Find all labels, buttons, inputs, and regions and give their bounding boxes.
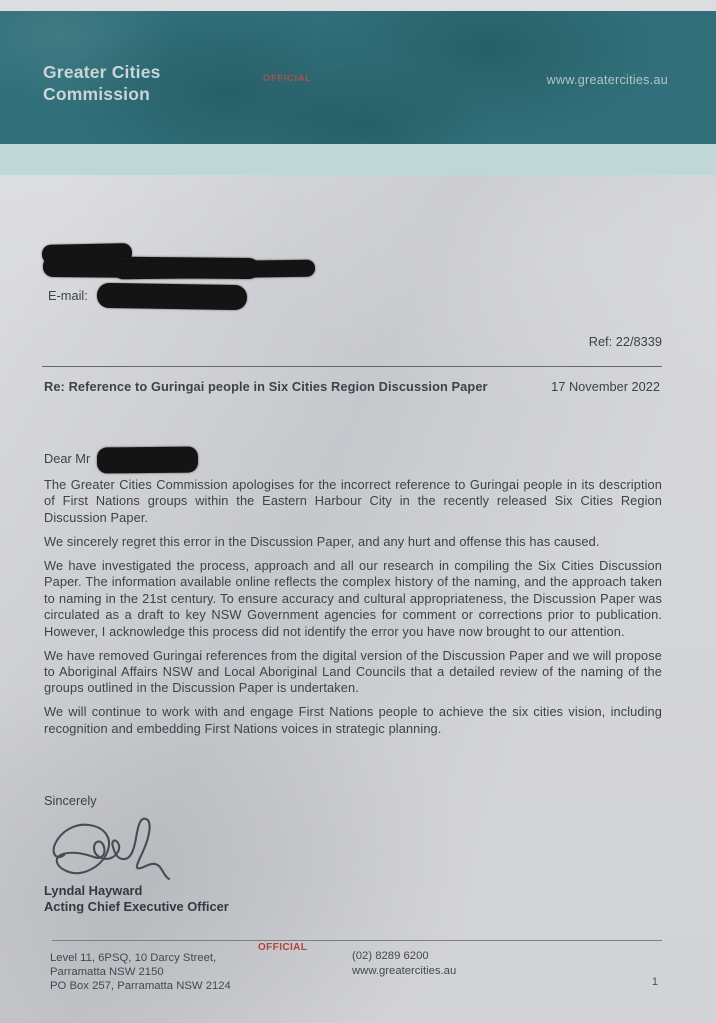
redaction-bar-recipient-3 xyxy=(115,260,315,280)
paragraph-2: We sincerely regret this error in the Discussion Paper, and any hurt and offense this has caused. xyxy=(44,533,600,549)
footer-divider-line xyxy=(52,940,662,941)
paragraph-5: We will continue to work with and engage First Nations people to achieve the six cities vision, including recognition and embedding First Nations voices in strategic planning. xyxy=(44,704,662,736)
letter-body xyxy=(44,477,662,745)
footer-classification-label: OFFICIAL xyxy=(258,942,308,953)
redaction-bar-name xyxy=(97,446,198,473)
signatory-name: Lyndal Hayward xyxy=(44,883,143,898)
signature-image xyxy=(42,814,177,886)
logo-line-2: Commission xyxy=(43,84,151,104)
logo-line-1: Greater Cities xyxy=(43,62,161,82)
email-label: E-mail: xyxy=(48,288,88,303)
paragraph-3: We have investigated the process, approach and all our research in compiling the Six Cities Discussion Paper. The information available online reflects the complex history of the naming, and the approach taken to naming in the 21st century. To ensure accuracy and cultural appropriateness, the Discussion Paper was circulated as a draft to key NSW Government agencies for comment or corrections prior to publication. However, I acknowledge this process did not identify the error you have now brought to our attention. xyxy=(44,557,662,639)
letter-date: 17 November 2022 xyxy=(551,379,660,394)
page-number: 1 xyxy=(651,976,658,988)
footer-contact xyxy=(352,949,456,979)
paragraph-1: The Greater Cities Commission apologises for the incorrect reference to Guringai people in its description of First Nations groups within the Eastern Harbour City in the recently released Six Cities Region Discussion Paper. xyxy=(44,477,662,525)
footer-address-line-1: Level 11, 6PSQ, 10 Darcy Street, xyxy=(50,952,217,964)
header-classification-label: OFFICIAL xyxy=(263,73,312,84)
header-website-text: www.greatercities.au xyxy=(546,73,668,87)
paragraph-4: We have removed Guringai references from the digital version of the Discussion Paper and we will propose to Aboriginal Affairs NSW and Local Aboriginal Land Councils that a detailed review of the naming of the groups outlined in the Discussion Paper is undertaken. xyxy=(44,647,662,696)
footer-website-text: www.greatercities.au xyxy=(352,965,457,977)
footer-address-line-3: PO Box 257, Parramatta NSW 2124 xyxy=(50,980,231,993)
signatory-title: Acting Chief Executive Officer xyxy=(44,899,229,914)
redaction-bar-email xyxy=(97,283,247,310)
letterhead-band xyxy=(0,11,716,144)
salutation: Dear Mr xyxy=(44,451,91,466)
footer-phone: (02) 8289 6200 xyxy=(352,950,429,962)
closing: Sincerely xyxy=(44,793,97,808)
footer-address-line-2: Parramatta NSW 2150 xyxy=(50,966,164,979)
logo-text xyxy=(43,61,161,105)
letterhead-accent-stripe xyxy=(0,144,716,175)
ref-number: Ref: 22/8339 xyxy=(588,334,662,349)
footer-address xyxy=(50,951,231,994)
subject-line: Re: Reference to Guringai people in Six Cities Region Discussion Paper xyxy=(44,379,488,394)
divider-line xyxy=(42,366,662,367)
